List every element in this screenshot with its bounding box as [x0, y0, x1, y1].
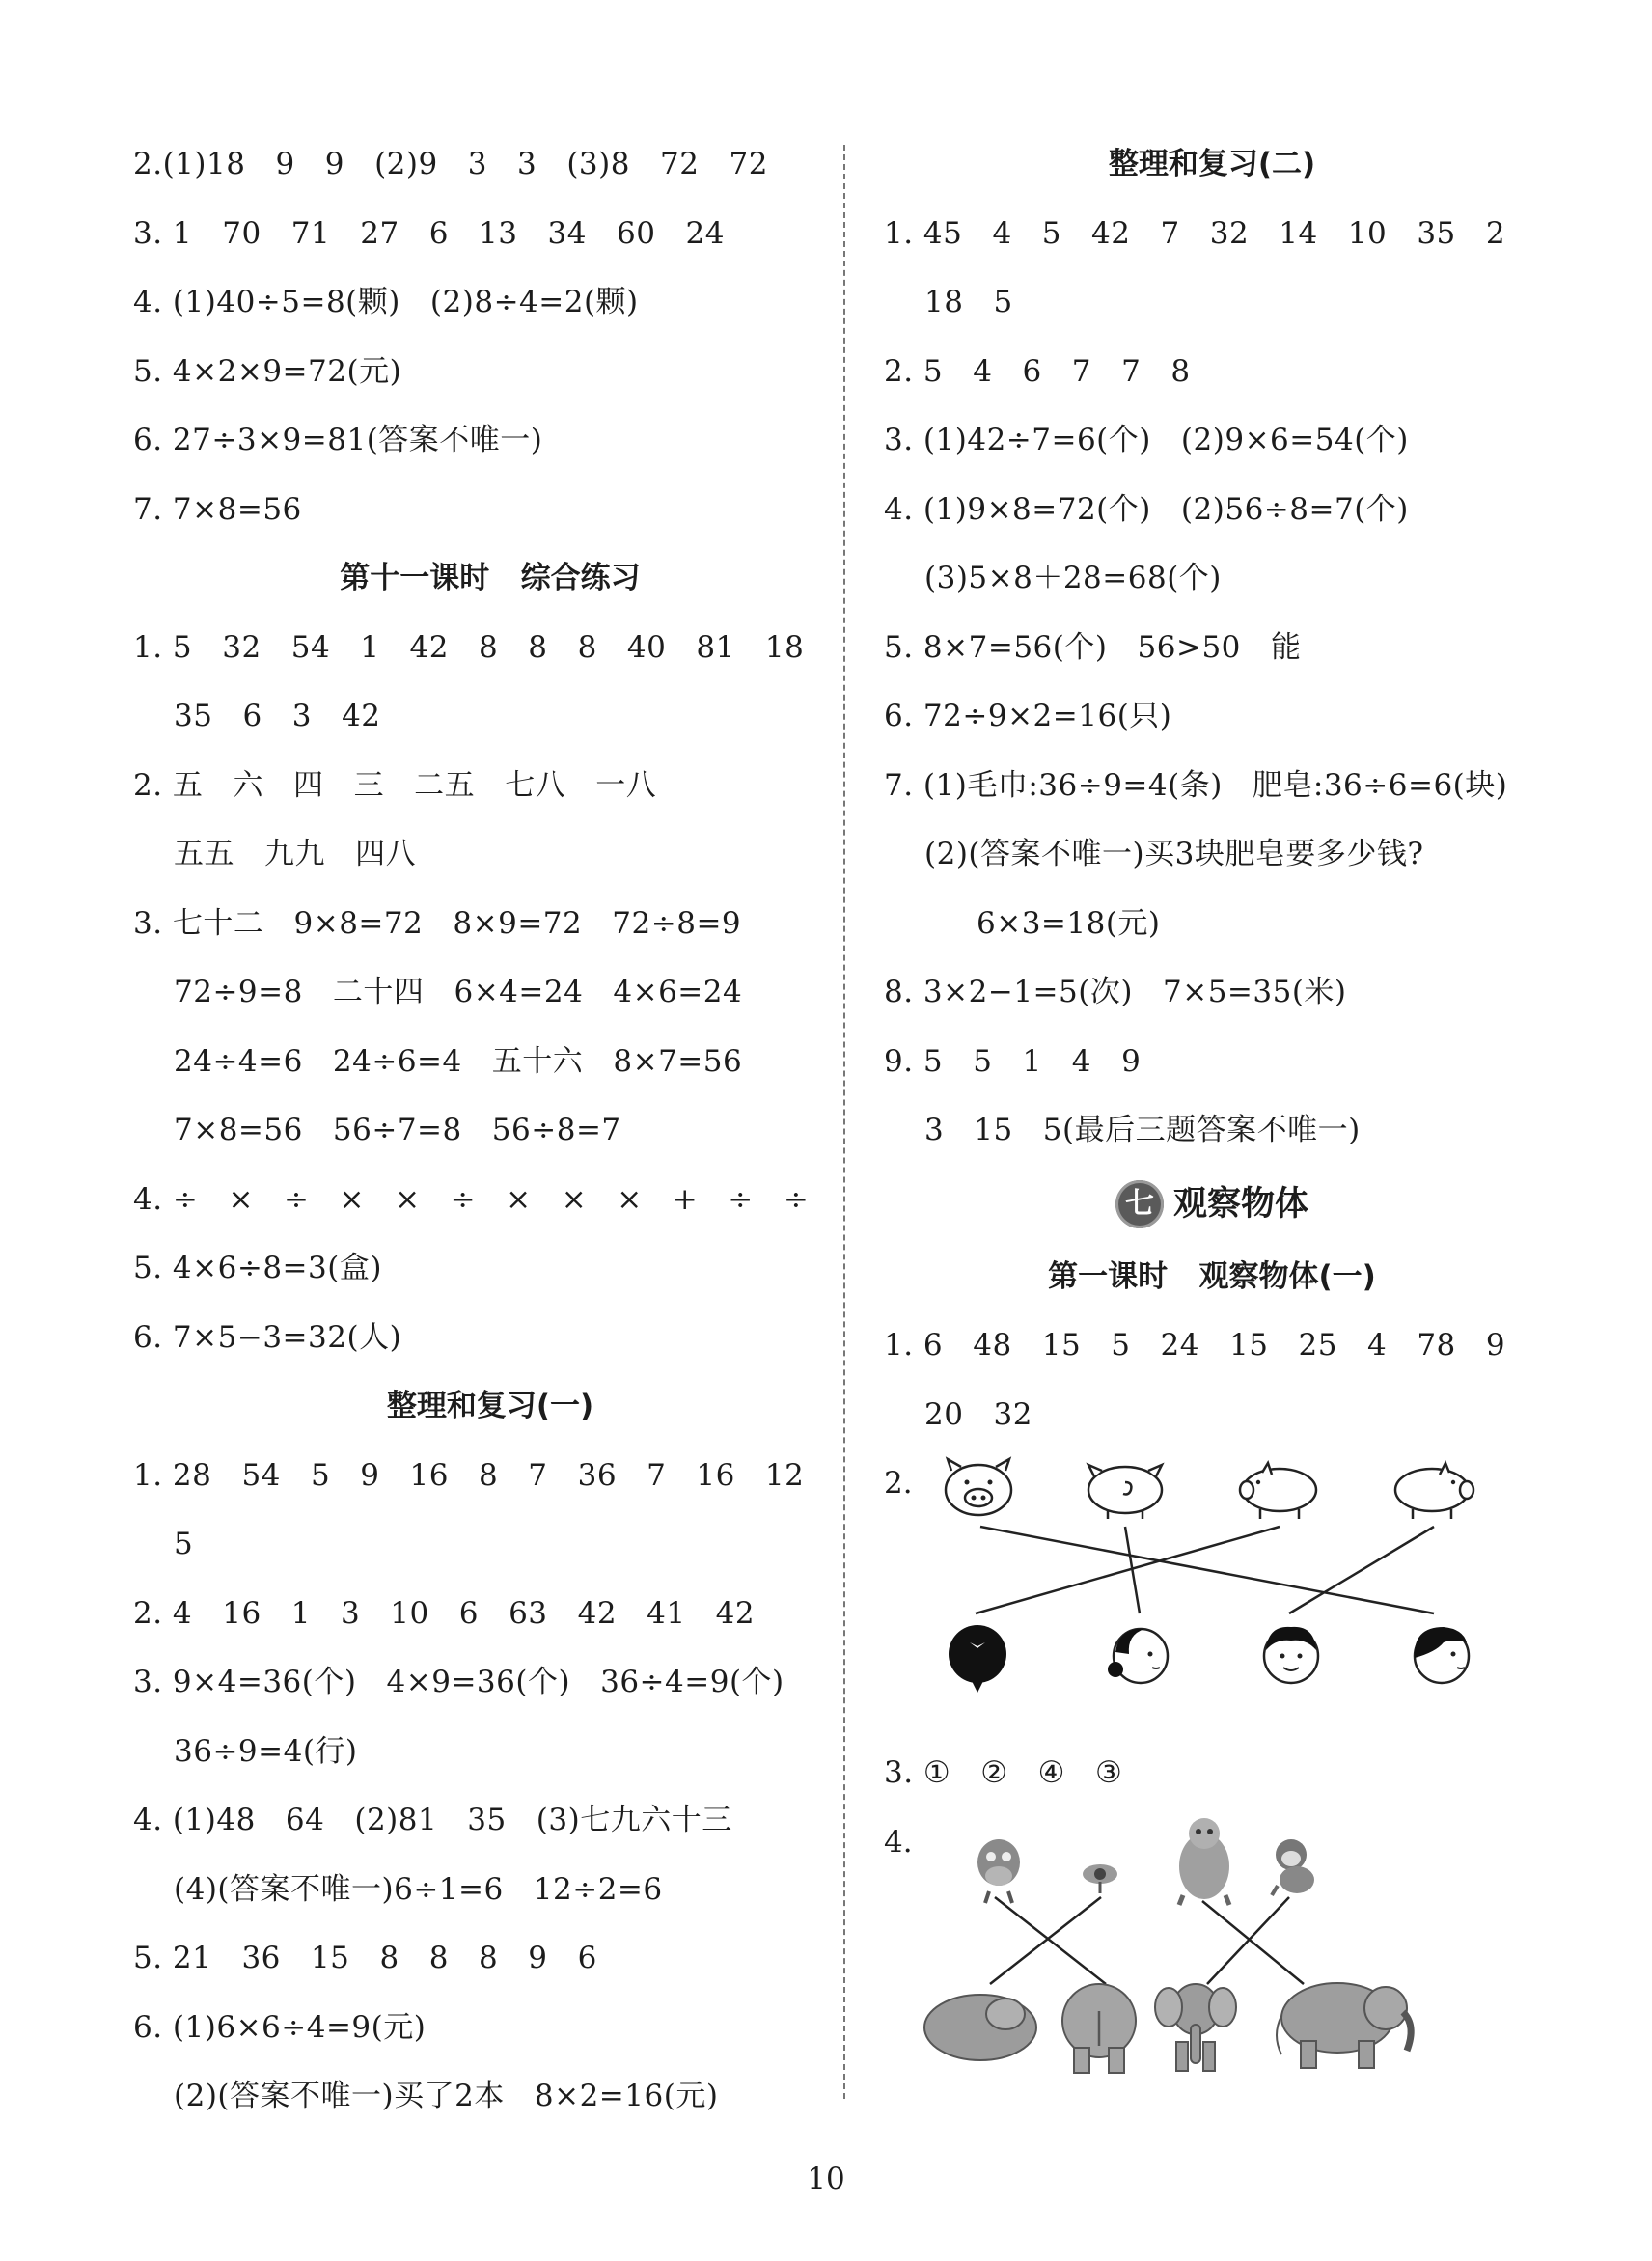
- child-girl-side-view-icon: [1108, 1629, 1168, 1683]
- answer-line: 24÷4=6 24÷6=4 五十六 8×7=56: [174, 1043, 743, 1079]
- elephant-back-view-icon: [1062, 1984, 1136, 2073]
- match-line: [980, 1527, 1434, 1613]
- elephant-top-view-icon: [924, 1995, 1036, 2060]
- answer-line: 2. 5 4 6 7 7 8: [884, 353, 1191, 389]
- answer-line: 3. 七十二 9×8=72 8×9=72 72÷8=9: [133, 905, 742, 941]
- answer-line: 35 6 3 42: [174, 699, 381, 733]
- section-heading-lesson-1: 第一课时 观察物体(一): [1048, 1258, 1376, 1294]
- answer-line: 3 15 5(最后三题答案不唯一): [924, 1113, 1361, 1147]
- answer-line: 7. (1)毛巾:36÷9=4(条) 肥皂:36÷6=6(块): [884, 767, 1508, 803]
- answer-line: 6. (1)6×6÷4=9(元): [133, 2009, 427, 2045]
- answer-line: 2. 五 六 四 三 二五 七八 一八: [133, 767, 657, 803]
- page-number: 10: [807, 2162, 845, 2196]
- answer-line: 1. 5 32 54 1 42 8 8 8 40 81 18: [133, 629, 805, 665]
- answer-line: 6. 7×5−3=32(人): [133, 1319, 402, 1355]
- answer-line: 20 32: [924, 1396, 1032, 1432]
- answer-line: 5. 4×6÷8=3(盒): [133, 1251, 382, 1285]
- answer-line: 2. 4 16 1 3 10 6 63 42 41 42: [133, 1595, 756, 1631]
- monkey-small-observer-icon: [1272, 1839, 1314, 1895]
- answer-line: 8. 3×2−1=5(次) 7×5=35(米): [884, 975, 1347, 1009]
- answer-line: (2)(答案不唯一)买3块肥皂要多少钱?: [924, 837, 1424, 871]
- child-boy-front-view-icon: [1264, 1627, 1318, 1683]
- answer-line: 9. 5 5 1 4 9: [884, 1043, 1142, 1079]
- chapter-title-text: 观察物体: [1172, 1184, 1308, 1224]
- answer-line: (3)5×8＋28=68(个): [924, 561, 1222, 595]
- elephant-front-view-icon: [1155, 1984, 1236, 2071]
- pig-side-right-view-icon: [1395, 1463, 1473, 1519]
- chapter-title: [884, 1166, 1540, 1243]
- section-heading-review-1: 整理和复习(一): [386, 1389, 594, 1423]
- answer-line: 4. (1)9×8=72(个) (2)56÷8=7(个): [884, 491, 1409, 527]
- answer-line: 18 5: [924, 285, 1013, 319]
- animal-observer-icon: [977, 1839, 1020, 1903]
- answer-line: 4. (1)40÷5=8(颗) (2)8÷4=2(颗): [133, 285, 639, 319]
- answer-line: 7×8=56 56÷7=8 56÷8=7: [174, 1113, 621, 1147]
- answer-line: 1. 45 4 5 42 7 32 14 10 35 2: [884, 215, 1506, 251]
- answer-line: 3. 1 70 71 27 6 13 34 60 24: [133, 215, 725, 251]
- answer-line: 4. ÷ × ÷ × × ÷ × × × + ÷ ÷: [133, 1181, 810, 1217]
- q2-matching-figure: [884, 1449, 1540, 1739]
- q4-matching-figure: [884, 1808, 1540, 2098]
- answer-line: 4. (1)48 64 (2)81 35 (3)七九六十三: [133, 1803, 732, 1837]
- answer-line: 5. 4×2×9=72(元): [133, 353, 402, 389]
- answer-line: 72÷9=8 二十四 6×4=24 4×6=24: [174, 975, 743, 1009]
- answer-line: 7. 7×8=56: [133, 491, 302, 527]
- section-heading-lesson-11: 第十一课时 综合练习: [340, 561, 641, 595]
- answer-line: 6. 72÷9×2=16(只): [884, 699, 1172, 733]
- answer-line: 6. 27÷3×9=81(答案不唯一): [133, 423, 543, 457]
- elephant-side-view-icon: [1277, 1983, 1411, 2068]
- answer-line: 3. ① ② ④ ③: [884, 1755, 1123, 1790]
- answer-line: (4)(答案不唯一)6÷1=6 12÷2=6: [174, 1871, 663, 1907]
- answer-line: 6×3=18(元): [977, 905, 1161, 941]
- answer-line: 2.(1)18 9 9 (2)9 3 3 (3)8 72 72: [133, 147, 768, 181]
- q2-label: 2.: [884, 1466, 913, 1501]
- answer-line: 5: [174, 1527, 194, 1561]
- child-boy-side-view-icon: [1415, 1627, 1469, 1683]
- pig-back-view-icon: [1088, 1465, 1162, 1519]
- answer-line: 1. 28 54 5 9 16 8 7 36 7 16 12: [133, 1457, 805, 1493]
- chapter-number-badge: 七: [1115, 1180, 1164, 1228]
- answer-line: 五五 九九 四八: [174, 837, 417, 871]
- monkey-observer-icon: [1179, 1818, 1229, 1905]
- right-column: [884, 130, 1540, 2098]
- section-heading-review-2: 整理和复习(二): [1108, 147, 1316, 181]
- q4-matching-svg: [884, 1808, 1540, 2098]
- answer-line: 36÷9=4(行): [174, 1733, 358, 1769]
- answer-line: 3. 9×4=36(个) 4×9=36(个) 36÷4=9(个): [133, 1665, 785, 1699]
- answer-line: 3. (1)42÷7=6(个) (2)9×6=54(个): [884, 423, 1409, 457]
- left-column: [133, 130, 847, 2132]
- answer-line: 1. 6 48 15 5 24 15 25 4 78 9: [884, 1328, 1506, 1363]
- q4-label: 4.: [884, 1824, 913, 1860]
- match-line: [990, 1897, 1101, 1984]
- answer-line: 5. 8×7=56(个) 56>50 能: [884, 629, 1302, 665]
- child-back-view-icon: [949, 1625, 1006, 1693]
- q2-matching-svg: [884, 1449, 1540, 1739]
- match-line: [1207, 1897, 1289, 1984]
- answer-line: 5. 21 36 15 8 8 8 9 6: [133, 1941, 597, 1975]
- match-line: [995, 1897, 1106, 1984]
- bird-observer-icon: [1083, 1864, 1117, 1893]
- pig-side-left-view-icon: [1240, 1463, 1316, 1519]
- answer-line: (2)(答案不唯一)买了2本 8×2=16(元): [174, 2079, 719, 2113]
- pig-front-view-icon: [946, 1459, 1011, 1515]
